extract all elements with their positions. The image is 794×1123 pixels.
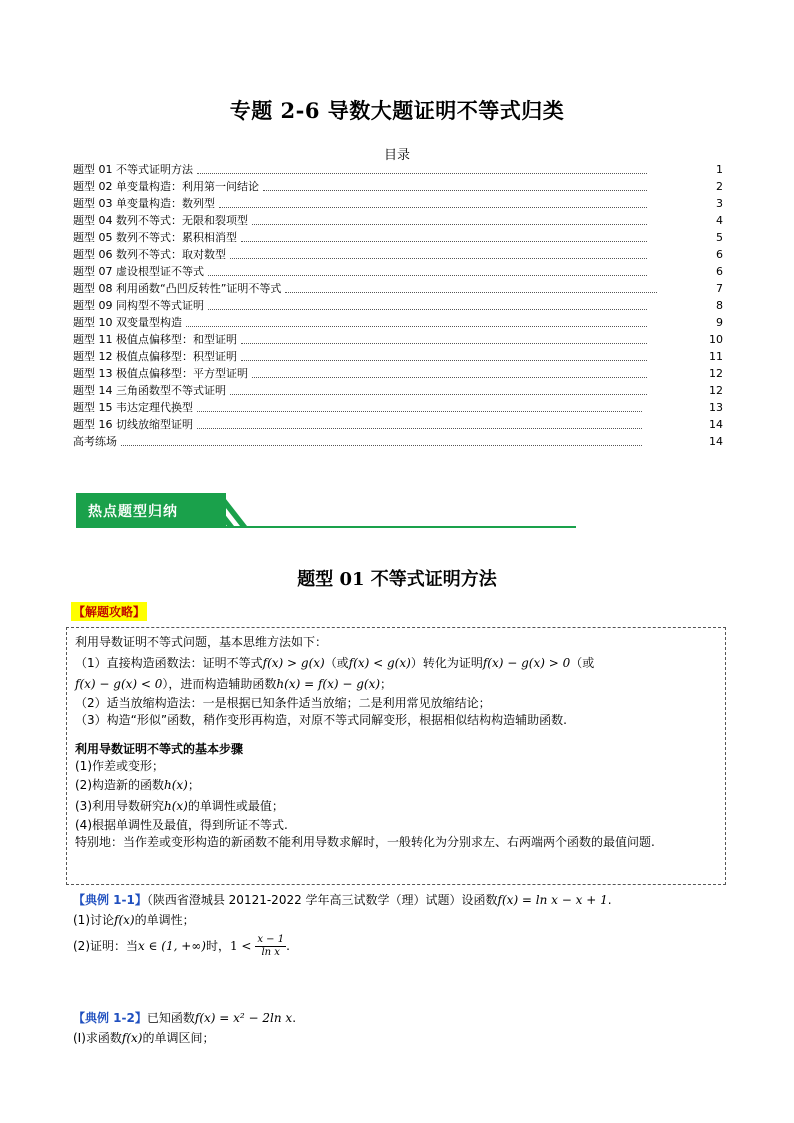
toc-row[interactable]: [73, 382, 723, 399]
toc-page: 8: [716, 299, 723, 312]
toc-page: 7: [716, 282, 723, 295]
text: 已知函数: [146, 1011, 195, 1025]
example-tag: 【典例 1-2】: [73, 1011, 147, 1025]
banner-text: 热点题型归纳: [88, 504, 178, 520]
toc-page: 14: [709, 435, 723, 448]
toc-label: 题型 02 单变量构造：利用第一问结论: [73, 180, 259, 193]
denominator: ln x: [261, 947, 280, 958]
toc-label: 题型 04 数列不等式：无限和裂项型: [73, 214, 248, 227]
toc-page: 6: [716, 248, 723, 261]
example-1-1-line: [73, 890, 612, 910]
toc-page: 6: [716, 265, 723, 278]
toc-row[interactable]: [73, 263, 723, 280]
math: x ∈ (1, +∞): [138, 939, 206, 953]
toc-page: 10: [709, 333, 723, 346]
fraction: [255, 934, 286, 959]
toc-row[interactable]: [73, 280, 723, 297]
text: (Ⅰ)求函数: [73, 1031, 122, 1045]
toc-page: 4: [716, 214, 723, 227]
math: 1 <: [229, 939, 252, 953]
toc-row[interactable]: [73, 348, 723, 365]
tip-line-3: （2）适当放缩构造法：一是根据已知条件适当放缩；二是利用常见放缩结论；: [75, 696, 491, 710]
math: f(x) = ln x − x + 1: [497, 893, 608, 907]
toc-row[interactable]: [73, 161, 723, 178]
toc-page: 13: [709, 401, 723, 414]
toc-leader: [208, 309, 647, 310]
toc-label: 题型 05 数列不等式：累积相消型: [73, 231, 237, 244]
example-1-1-q1: [73, 910, 612, 930]
toc-page: 2: [716, 180, 723, 193]
toc-page: 9: [716, 316, 723, 329]
toc-row[interactable]: [73, 399, 723, 416]
toc-page: 5: [716, 231, 723, 244]
toc-label: 题型 09 同构型不等式证明: [73, 299, 204, 312]
toc-leader: [285, 292, 657, 293]
text: ；: [380, 677, 393, 691]
math: f(x) = x² − 2ln x: [194, 1011, 293, 1025]
step-4: (4)根据单调性及最值，得到所证不等式.: [75, 818, 288, 832]
toc-leader: [219, 207, 647, 208]
text: （或: [570, 656, 595, 670]
toc-leader: [186, 326, 647, 327]
example-1-1: [73, 890, 612, 959]
text: ；: [187, 778, 200, 792]
toc-row[interactable]: [73, 246, 723, 263]
toc-label: 题型 15 韦达定理代换型: [73, 401, 193, 414]
toc-row[interactable]: [73, 212, 723, 229]
toc-label: 题型 13 极值点偏移型：平方型证明: [73, 367, 248, 380]
step-2: [75, 775, 717, 796]
numerator: x − 1: [257, 934, 285, 945]
text: (2)证明：当: [73, 939, 138, 953]
toc-label: 题型 12 极值点偏移型：积型证明: [73, 350, 237, 363]
toc-label: 题型 07 虚设根型证不等式: [73, 265, 204, 278]
text: .: [286, 939, 290, 953]
tip-line-2: [75, 674, 717, 695]
tip-intro: 利用导数证明不等式问题，基本思维方法如下：: [75, 635, 328, 649]
document-title: 专题 2-6 导数大题证明不等式归类: [229, 98, 565, 123]
math: f(x) > g(x): [262, 656, 325, 670]
section-title: 题型 01 不等式证明方法: [297, 569, 497, 590]
math: h(x): [164, 799, 188, 813]
tip-line-1: [75, 653, 717, 674]
toc-row[interactable]: [73, 178, 723, 195]
text: (1)讨论: [73, 913, 114, 927]
math: f(x) < g(x): [348, 656, 411, 670]
toc-leader: [197, 411, 642, 412]
toc-page: 1: [716, 163, 723, 176]
toc-leader: [241, 360, 647, 361]
toc-label: 题型 14 三角函数型不等式证明: [73, 384, 226, 397]
toc-page: 12: [709, 384, 723, 397]
math: f(x): [121, 1031, 143, 1045]
text: ）转化为证明: [410, 656, 483, 670]
toc-label: 题型 16 切线放缩型证明: [73, 418, 193, 431]
special-note: 特别地：当作差或变形构造的新函数不能利用导数求解时，一般转化为分别求左、右两端两个函数的最值问题.: [75, 835, 655, 849]
step-3: [75, 796, 717, 817]
text: 的单调性；: [134, 913, 195, 927]
toc-leader: [230, 394, 647, 395]
toc-leader: [252, 224, 647, 225]
table-of-contents: [73, 161, 723, 450]
toc-leader: [241, 343, 647, 344]
step-1: (1)作差或变形；: [75, 759, 164, 773]
text: (2)构造新的函数: [75, 778, 164, 792]
toc-row[interactable]: [73, 314, 723, 331]
text: （或: [324, 656, 349, 670]
text: 时，: [205, 939, 230, 953]
toc-row[interactable]: [73, 297, 723, 314]
toc-leader: [197, 428, 642, 429]
toc-label: 题型 03 单变量构造：数列型: [73, 197, 215, 210]
toc-leader: [263, 190, 647, 191]
toc-label: 题型 10 双变量型构造: [73, 316, 182, 329]
math: h(x): [164, 778, 188, 792]
example-tag: 【典例 1-1】: [73, 893, 147, 907]
text: (3)利用导数研究: [75, 799, 164, 813]
text: （陕西省澄城县 20121-2022 学年高三试数学（理）试题）设函数: [146, 893, 498, 907]
toc-row[interactable]: [73, 229, 723, 246]
toc-label: 题型 11 极值点偏移型：和型证明: [73, 333, 237, 346]
example-1-2: [73, 1008, 296, 1048]
math: f(x): [114, 913, 135, 927]
text: .: [292, 1011, 297, 1025]
text: （1）直接构造函数法：证明不等式: [75, 656, 263, 670]
toc-row[interactable]: [73, 195, 723, 212]
example-1-1-q2: [73, 934, 612, 959]
math: h(x) = f(x) − g(x): [276, 677, 381, 691]
text: 的单调性或最值；: [187, 799, 284, 813]
text: .: [607, 893, 612, 907]
toc-leader: [208, 275, 647, 276]
section-banner: [76, 493, 576, 529]
toc-row[interactable]: [73, 331, 723, 348]
toc-leader: [241, 241, 647, 242]
toc-row[interactable]: [73, 365, 723, 382]
math: f(x) − g(x) > 0: [482, 656, 571, 670]
tip-line-4: （3）构造“形似”函数，稍作变形再构造，对原不等式同解变形，根据相似结构构造辅助函数.: [75, 713, 567, 727]
toc-label: 题型 08 利用函数“凸凹反转性”证明不等式: [73, 282, 282, 295]
toc-label: 高考练场: [73, 435, 117, 448]
toc-leader: [252, 377, 647, 378]
banner-underline: [76, 526, 576, 528]
toc-page: 12: [709, 367, 723, 380]
example-1-2-q1: [73, 1028, 296, 1048]
toc-page: 3: [716, 197, 723, 210]
tip-tag: 【解题攻略】: [71, 602, 147, 621]
text: ），进而构造辅助函数: [162, 677, 277, 691]
example-1-2-line: [73, 1008, 296, 1028]
toc-label: 题型 01 不等式证明方法: [73, 163, 193, 176]
toc-row[interactable]: [73, 416, 723, 433]
toc-heading: 目录: [383, 148, 410, 163]
tip-box: [66, 627, 726, 885]
toc-leader: [197, 173, 647, 174]
text: 的单调区间；: [142, 1031, 215, 1045]
math: f(x) − g(x) < 0: [75, 677, 163, 691]
toc-page: 14: [709, 418, 723, 431]
toc-leader: [121, 445, 642, 446]
toc-row[interactable]: [73, 433, 723, 450]
toc-leader: [230, 258, 647, 259]
steps-title: 利用导数证明不等式的基本步骤: [75, 742, 244, 756]
toc-page: 11: [709, 350, 723, 363]
toc-label: 题型 06 数列不等式：取对数型: [73, 248, 226, 261]
